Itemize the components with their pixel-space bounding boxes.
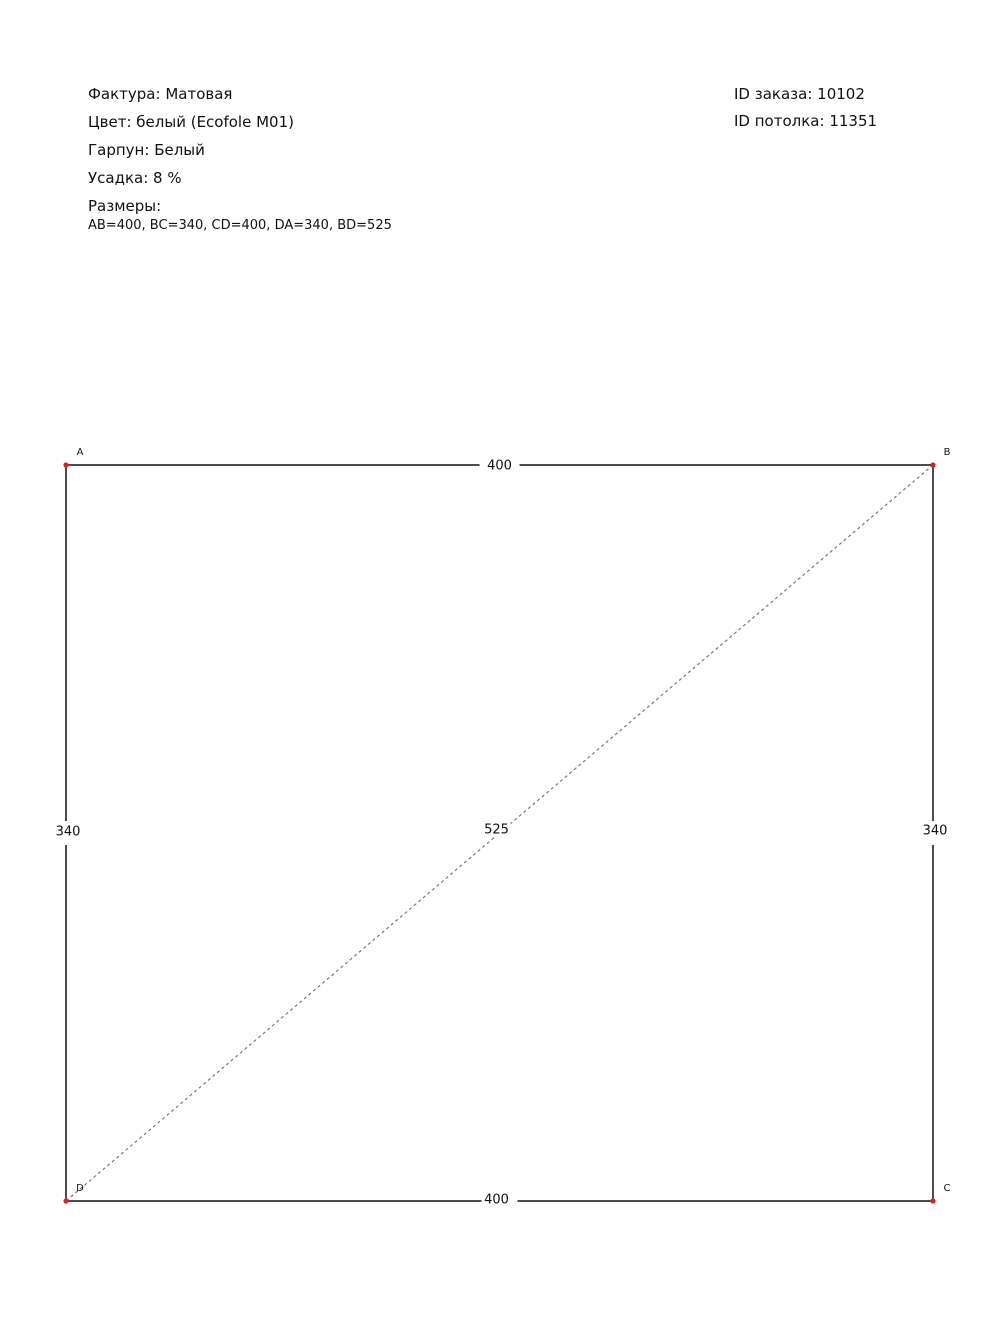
sizes-values: AB=400, BC=340, CD=400, DA=340, BD=525 — [88, 218, 392, 233]
vertex-a — [63, 462, 68, 467]
edge-length-a-b: 400 — [487, 458, 512, 474]
texture-value: Матовая — [165, 85, 233, 103]
ceiling-id-label: ID потолка: — [734, 112, 825, 130]
harpoon-value: Белый — [154, 141, 205, 159]
vertex-d — [63, 1198, 68, 1203]
order-id-label: ID заказа: — [734, 85, 813, 103]
color-label: Цвет: — [88, 113, 132, 131]
vertex-c — [930, 1198, 935, 1203]
shrink-value: 8 % — [153, 169, 182, 187]
edge-length-c-d: 400 — [484, 1192, 509, 1208]
vertex-b — [930, 462, 935, 467]
vertex-label-b: B — [943, 447, 951, 458]
vertex-label-c: C — [943, 1183, 951, 1194]
order-id-value: 10102 — [817, 85, 865, 103]
vertex-label-d: D — [76, 1183, 84, 1194]
texture-label: Фактура: — [88, 85, 161, 103]
harpoon-label: Гарпун: — [88, 141, 150, 159]
edge-length-b-c: 340 — [922, 823, 948, 839]
diagonal-length-b-d: 525 — [484, 822, 509, 838]
ceiling-id-value: 11351 — [829, 112, 878, 130]
edge-length-d-a: 340 — [55, 824, 81, 840]
shrink-label: Усадка: — [88, 169, 149, 187]
sizes-title: Размеры: — [88, 197, 162, 215]
color-value: белый (Ecofole M01) — [136, 113, 294, 131]
vertex-label-a: A — [76, 447, 84, 458]
